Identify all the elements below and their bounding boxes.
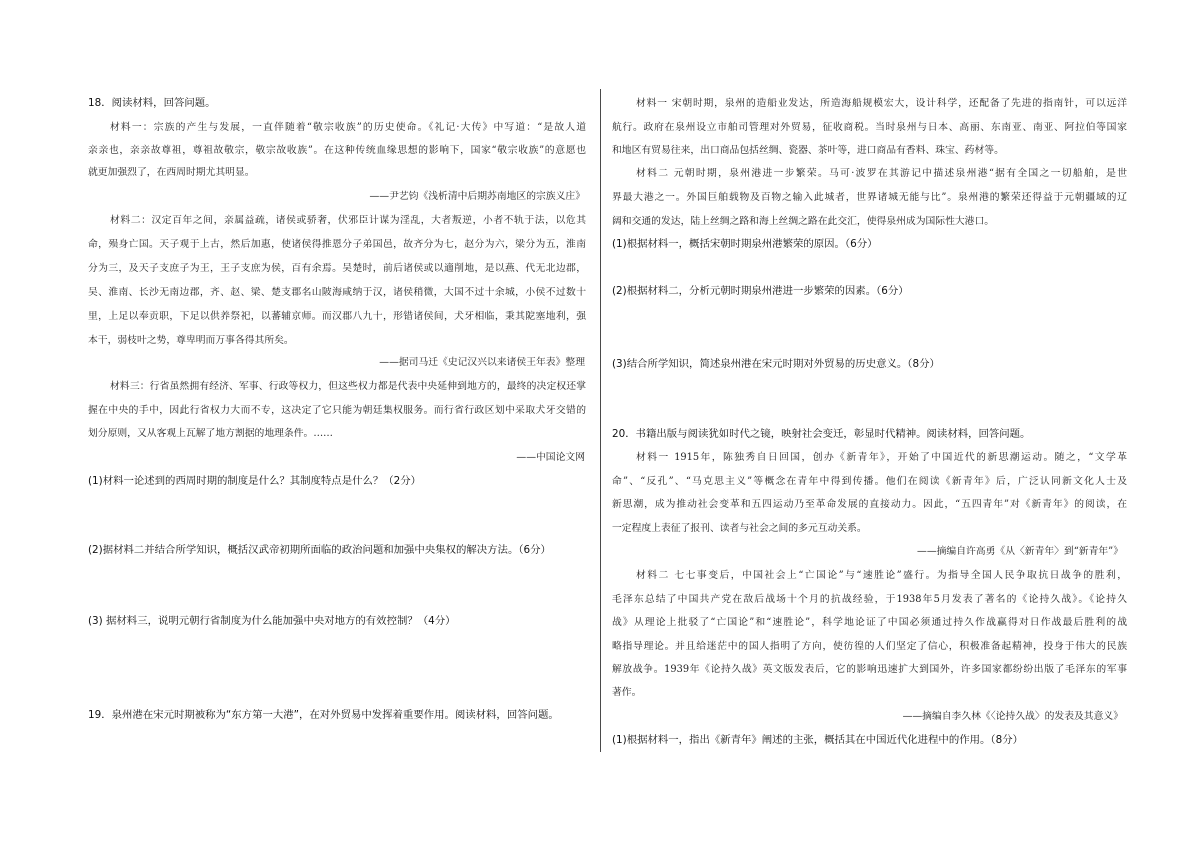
material-text-line: 吴、淮南、长沙无南边郡，齐、赵、梁、楚支郡名山陂海咸纳于汉，诸侯稍微，大国不过十余城，小侯不过数十	[88, 287, 586, 298]
material-text-line: 材料一：宗族的产生与发展，一直伴随着“敬宗收族”的历史使命。《礼记·大传》中写道：“是故人道	[110, 122, 586, 133]
question-19-title: 19．泉州港在宋元时期被称为“东方第一大港”，在对外贸易中发挥着重要作用。阅读材料，回答问题。	[88, 709, 559, 721]
material-text-line: 界最大港之一。外国巨舶载物及百物之输入此城者，世界诸城无能与比”。泉州港的繁荣还得益于元朝疆域的辽	[612, 192, 1127, 203]
material-text-line: 握在中央的手中，因此行省权力大而不专，这决定了它只能为朝廷集权服务。而行省行政区划中采取犬牙交错的	[88, 405, 586, 416]
material-text-line: 著作。	[612, 687, 642, 698]
material-text-line: 材料二：汉定百年之间，亲属益疏，诸侯或骄奢，伏邪臣计谋为淫乱，大者叛逆，小者不轨于法，以危其	[110, 215, 586, 226]
material-text-line: 材料一 宋朝时期，泉州的造船业发达，所造海船规模宏大，设计科学，还配备了先进的指南针，可以远洋	[636, 98, 1127, 109]
material-text-line: 新思潮，成为推动社会变革和五四运动乃至革命发展的直接动力。因此，“五四青年”对《新青年》的阅读，在	[612, 499, 1127, 510]
sub-question: (3) 据材料三，说明元朝行省制度为什么能加强中央对地方的有效控制？（4分）	[88, 615, 456, 627]
material-text-line: 材料二 元朝时期，泉州港进一步繁荣。马可·波罗在其游记中描述泉州港“据有全国之一切船舶，是世	[636, 168, 1127, 179]
material-text-line: 亲亲也，亲亲故尊祖，尊祖故敬宗，敬宗故收族”。在这种传统血缘思想的影响下，国家“敬宗收族”的意愿也	[88, 145, 586, 156]
material-text-line: 材料一 1915年，陈独秀自日回国，创办《新青年》，开始了中国近代的新思潮运动。随之，“文学革	[636, 452, 1127, 463]
material-text-line: 里，上足以奉贡职，下足以供养祭祀，以蕃辅京师。而汉郡八九十，形错诸侯间，犬牙相临，秉其阸塞地利，强	[88, 311, 586, 322]
column-divider	[600, 89, 601, 752]
sub-question: (1)根据材料一，指出《新青年》阐述的主张，概括其在中国近代化进程中的作用。（8分）	[612, 734, 1023, 746]
material-source: ——中国论文网	[516, 452, 585, 463]
material-text-line: 阔和交通的发达，陆上丝绸之路和海上丝绸之路在此交汇，使得泉州成为国际性大港口。	[612, 216, 995, 227]
material-text-line: 航行。政府在泉州设立市舶司管理对外贸易，征收商税。当时泉州与日本、高丽、东南亚、南亚、阿拉伯等国家	[612, 122, 1127, 133]
material-source: ——尹艺钧《浅析清中后期苏南地区的宗族义庄》	[369, 191, 585, 202]
material-source: ——摘编自李久林《〈论持久战〉的发表及其意义》	[902, 711, 1123, 722]
material-text-line: 和地区有贸易往来，出口商品包括丝绸、瓷器、茶叶等，进口商品有香料、珠宝、药材等。	[612, 145, 1004, 156]
material-text-line: 战》从理论上批驳了“亡国论”和“速胜论”，科学地论证了中国必须通过持久作战赢得对日作战最后胜利的战	[612, 617, 1127, 628]
sub-question: (2)据材料二并结合所学知识，概括汉武帝初期所面临的政治问题和加强中央集权的解决方法。（6分）	[88, 544, 551, 556]
material-text-line: 命”、“反孔”、“马克思主义”等概念在青年中得到传播。他们在阅读《新青年》后，广泛认同新文化人士及	[612, 476, 1127, 487]
sub-question: (3)结合所学知识，简述泉州港在宋元时期对外贸易的历史意义。（8分）	[612, 358, 940, 370]
sub-question: (1)根据材料一，概括宋朝时期泉州港繁荣的原因。（6分）	[612, 238, 878, 250]
material-text-line: 材料三：行省虽然拥有经济、军事、行政等权力，但这些权力都是代表中央延伸到地方的，最终的决定权还掌	[110, 381, 586, 392]
question-18-title: 18．阅读材料，回答问题。	[88, 97, 216, 109]
material-text-line: 划分原则，又从客观上瓦解了地方割据的地理条件。……	[88, 428, 333, 439]
material-text-line: 材料二 七七事变后，中国社会上“亡国论”与“速胜论”盛行。为指导全国人民争取抗日战争的胜利，	[636, 570, 1127, 581]
material-text-line: 略指导理论。并且给迷茫中的国人指明了方向，使彷徨的人们坚定了信心，积极准备起精神，投身于伟大的民族	[612, 641, 1127, 652]
material-text-line: 解放战争。1939年《论持久战》英文版发表后，它的影响迅速扩大到国外，许多国家都纷纷出版了毛泽东的军事	[612, 664, 1127, 675]
question-20-title: 20．书籍出版与阅读犹如时代之镜，映射社会变迁，彰显时代精神。阅读材料，回答问题。	[612, 428, 1031, 440]
sub-question: (2)根据材料二，分析元朝时期泉州港进一步繁荣的因素。（6分）	[612, 285, 909, 297]
material-source: ——据司马迁《史记汉兴以来诸侯王年表》整理	[379, 357, 585, 368]
material-text-line: 分为三，及天子支庶子为王，王子支庶为侯，百有余焉。吴楚时，前后诸侯或以適削地，是以燕、代无北边郡，	[88, 263, 586, 274]
material-text-line: 毛泽东总结了中国共产党在敌后战场十个月的抗战经验，于1938年5月发表了著名的《论持久战》。《论持久	[612, 594, 1127, 605]
material-text-line: 命，殒身亡国。天子观于上古，然后加惠，使诸侯得推恩分子弟国邑，故齐分为七，赵分为六，梁分为五，淮南	[88, 239, 586, 250]
material-text-line: 就更加强烈了，在西周时期尤其明显。	[88, 167, 255, 178]
material-source: ——摘编自许高勇《从〈新青年〉到“新青年”》	[917, 546, 1123, 557]
sub-question: (1)材料一论述到的西周时期的制度是什么？其制度特点是什么？（2分）	[88, 475, 422, 487]
material-text-line: 本干，弱枝叶之势，尊卑明而万事各得其所矣。	[88, 335, 294, 346]
material-text-line: 一定程度上表征了报刊、读者与社会之间的多元互动关系。	[612, 523, 867, 534]
